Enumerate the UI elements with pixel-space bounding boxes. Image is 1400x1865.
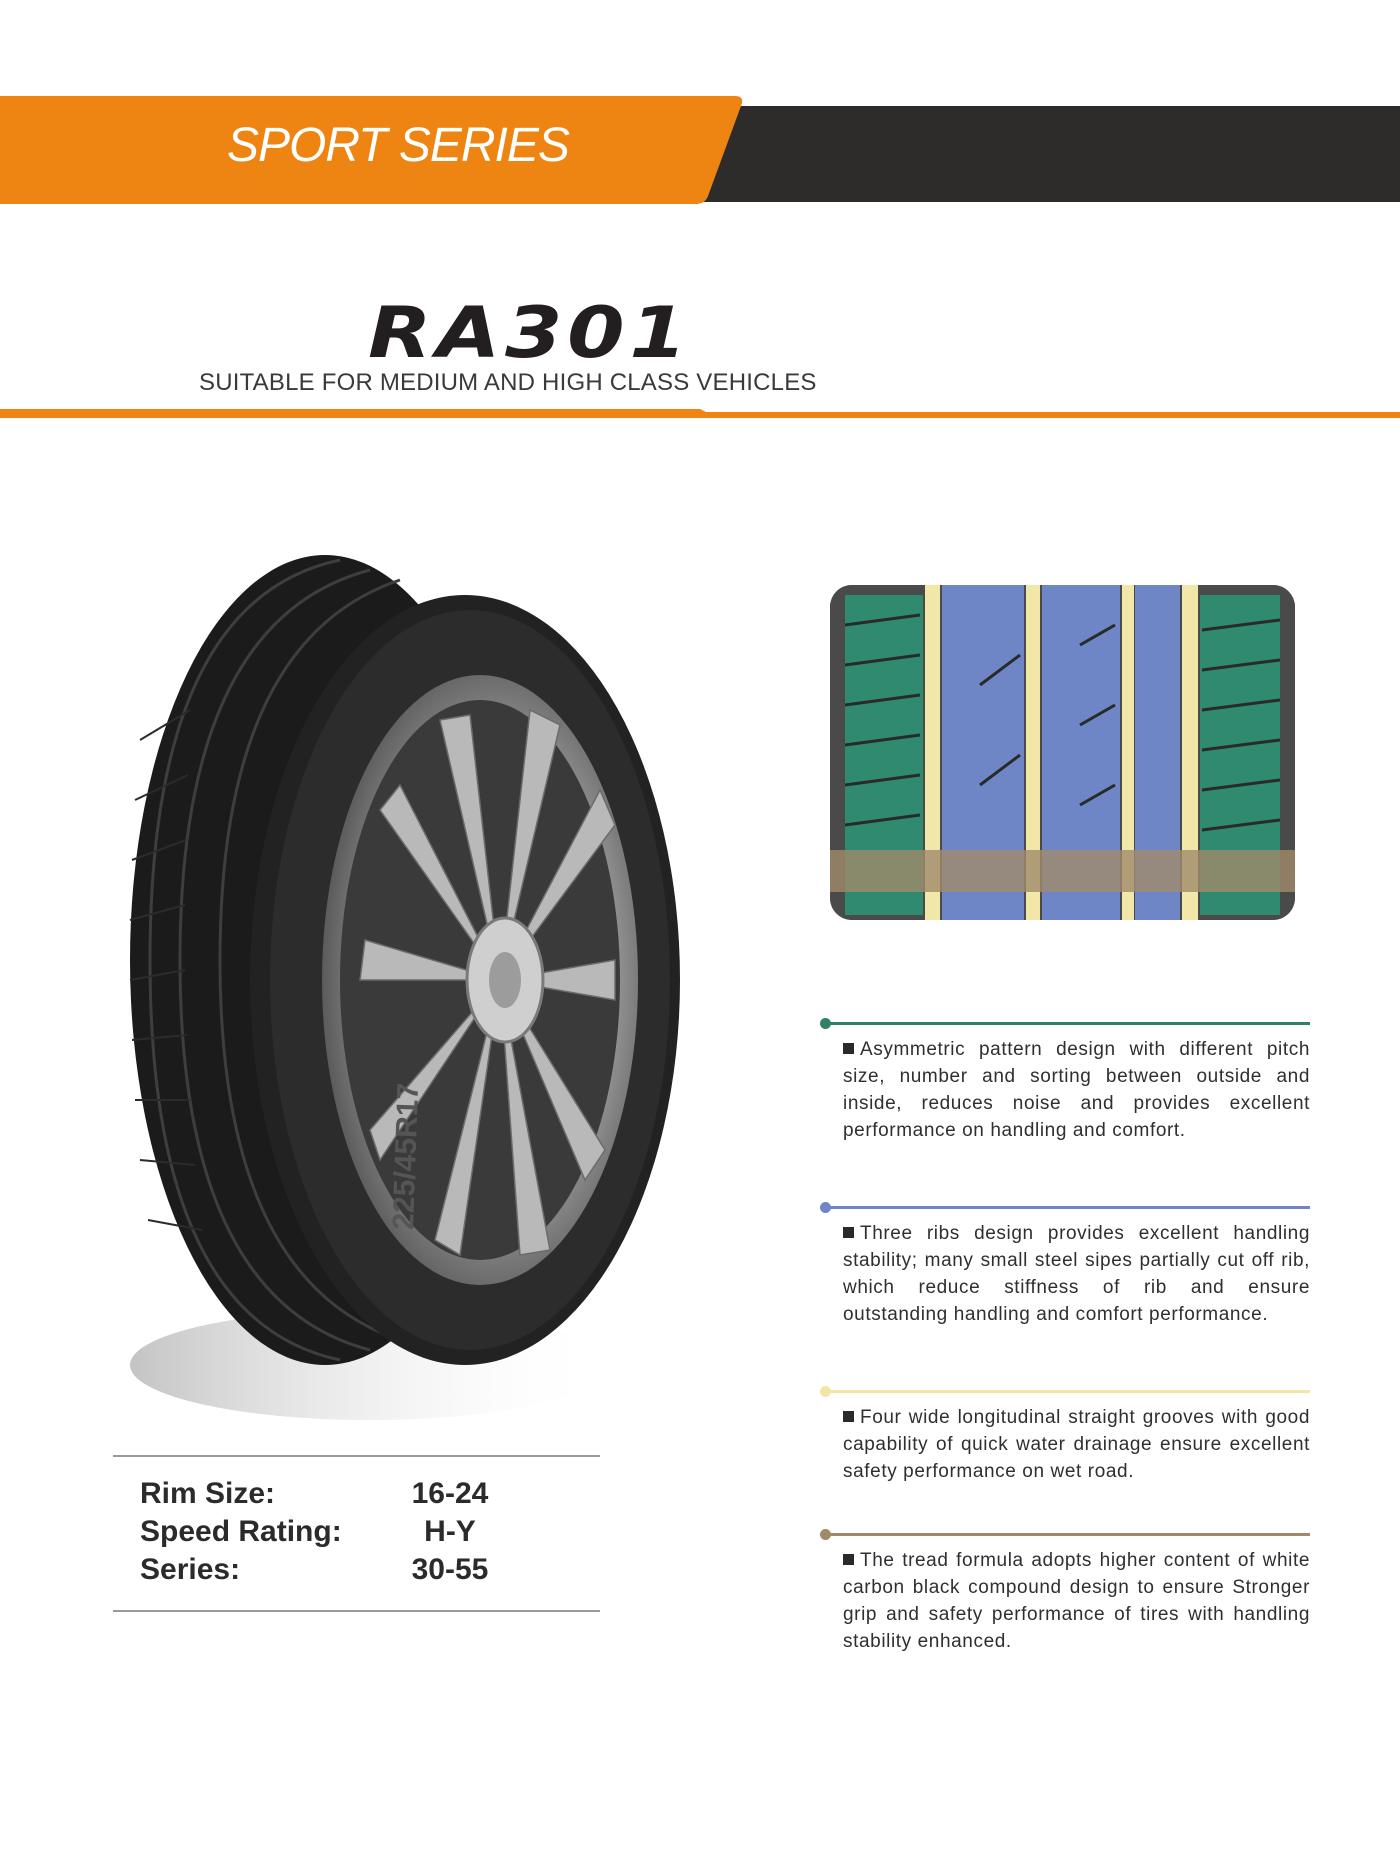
feature-divider — [824, 1390, 1310, 1393]
feature-text: Asymmetric pattern design with different pitch size, number and sorting between outside and inside, reduces noise and provides excellent performance on handling and comfort. — [843, 1039, 1310, 1141]
spec-label: Speed Rating: — [140, 1515, 342, 1548]
spec-label: Rim Size: — [140, 1477, 276, 1510]
tire-size-marking: 225/45R17 — [387, 1082, 426, 1231]
feature-dot-icon — [820, 1202, 831, 1213]
feature-text: Three ribs design provides excellent handling stability; many small steel sipes partially cut off rib, which reduce stiffness of rib and ensure outstanding handling and comfort performance. — [843, 1223, 1310, 1325]
spec-bottom-rule — [113, 1610, 600, 1612]
square-bullet-icon — [843, 1227, 854, 1238]
spec-value: H-Y — [424, 1515, 476, 1548]
orange-divider — [0, 409, 1400, 418]
spec-top-rule — [113, 1455, 600, 1457]
square-bullet-icon — [843, 1043, 854, 1054]
series-title: SPORT SERIES — [227, 119, 569, 172]
tread-pattern-image — [830, 585, 1295, 920]
spec-value: 16-24 — [411, 1477, 489, 1510]
spec-series — [140, 1553, 510, 1587]
feature-dot-icon — [820, 1529, 831, 1540]
product-name: RA301 — [368, 292, 692, 374]
feature-text: Four wide longitudinal straight grooves with good capability of quick water drainage ensure excellent safety performance on wet road. — [843, 1407, 1310, 1482]
tire-image — [110, 540, 760, 1440]
product-subtitle: SUITABLE FOR MEDIUM AND HIGH CLASS VEHICLES — [199, 369, 817, 396]
spec-label: Series: — [140, 1553, 241, 1586]
feature-divider — [824, 1533, 1310, 1536]
square-bullet-icon — [843, 1411, 854, 1422]
feature-divider — [824, 1022, 1310, 1025]
spec-value: 30-55 — [411, 1553, 489, 1586]
square-bullet-icon — [843, 1554, 854, 1565]
feature-dot-icon — [820, 1018, 831, 1029]
feature-dot-icon — [820, 1386, 831, 1397]
feature-text: The tread formula adopts higher content of white carbon black compound design to ensure Stronger grip and safety performance of tires with handling stability enhanced. — [843, 1550, 1310, 1652]
spec-speed-rating — [140, 1515, 510, 1549]
spec-rim-size — [140, 1477, 510, 1511]
feature-divider — [824, 1206, 1310, 1209]
header-dark-band — [700, 106, 1400, 202]
